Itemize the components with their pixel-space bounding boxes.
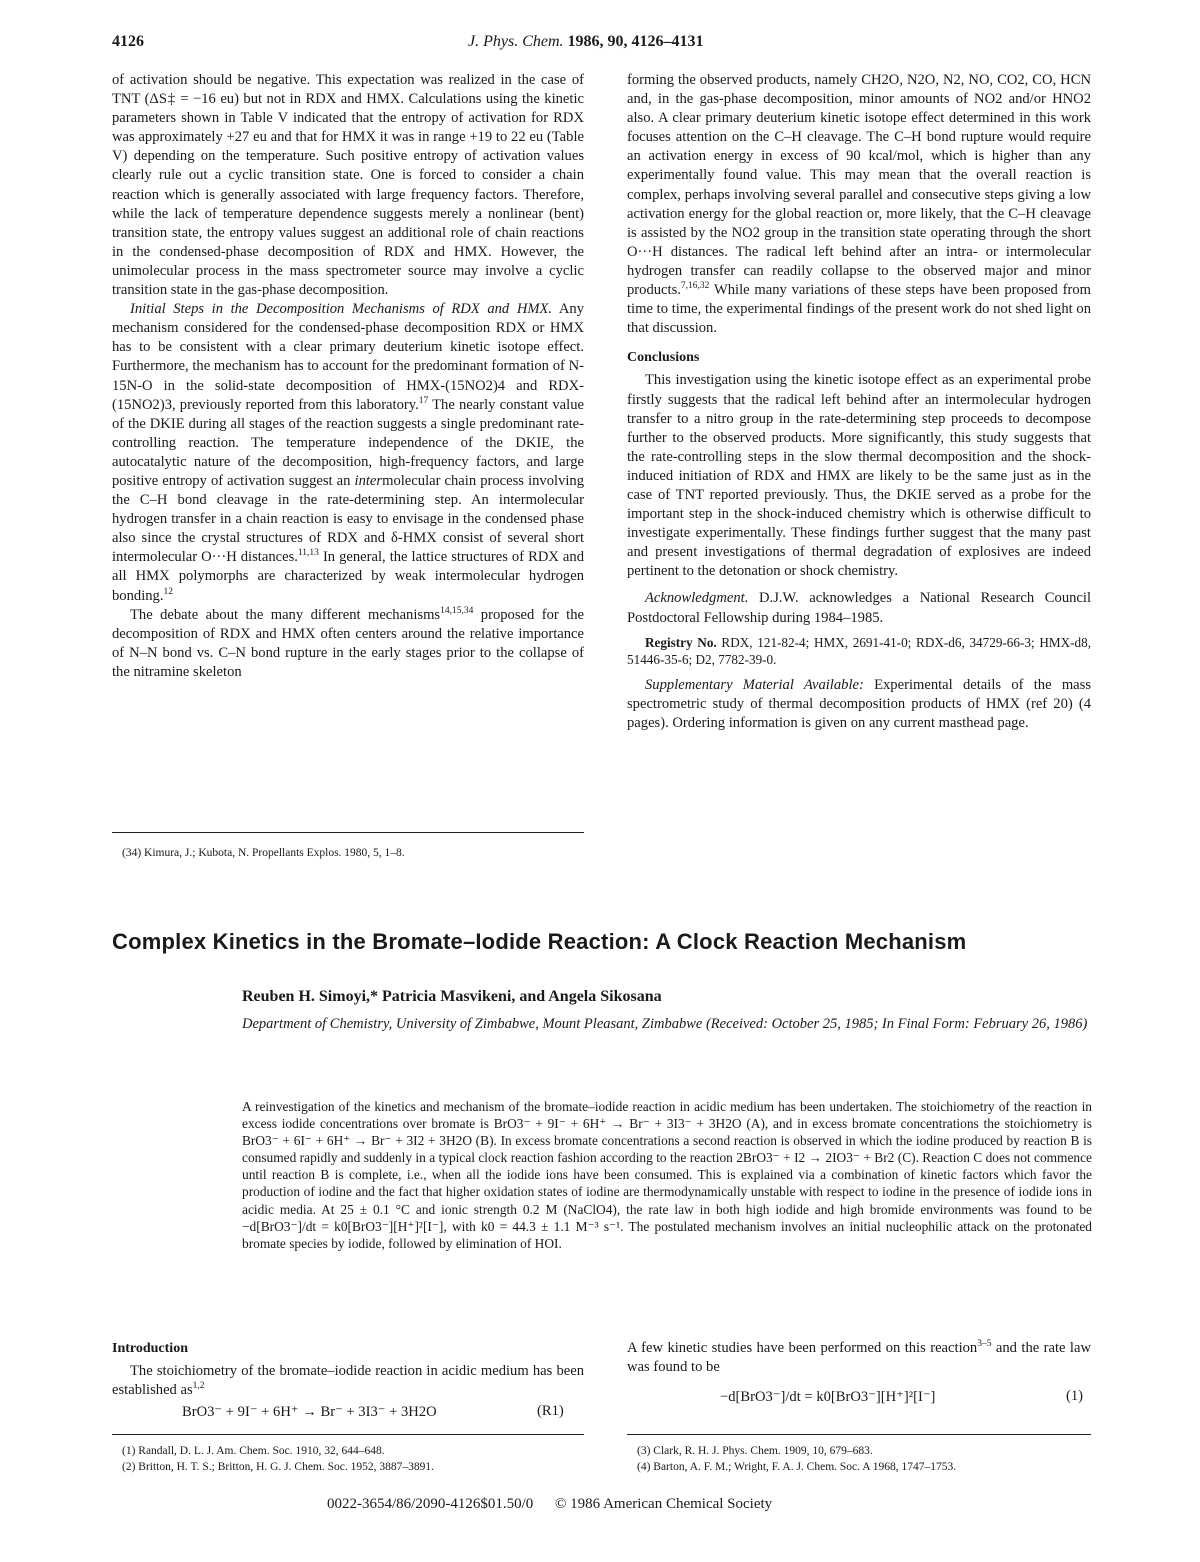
equation-r1: BrO3⁻ + 9I⁻ + 6H⁺ → Br⁻ + 3I3⁻ + 3H2O (182, 1404, 437, 1420)
paragraph (112, 606, 584, 682)
footnote: (4) Barton, A. F. M.; Wright, F. A. J. Chem. Soc. A 1968, 1747–1753. (637, 1461, 957, 1473)
paragraph (112, 300, 584, 606)
inline-heading: Supplementary Material Available: (645, 676, 864, 693)
footnote: (2) Britton, H. T. S.; Britton, H. G. J. Chem. Soc. 1952, 3887–3891. (122, 1461, 434, 1473)
footnote: (34) Kimura, J.; Kubota, N. Propellants Explos. 1980, 5, 1–8. (122, 847, 405, 859)
intro-left (112, 1339, 584, 1400)
registry (627, 634, 1091, 668)
footnote-rule (112, 832, 584, 833)
supplementary (627, 676, 1091, 733)
citation: 1,2 (192, 1381, 205, 1392)
top-left-column (112, 71, 584, 682)
inline-heading: Registry No. (645, 634, 717, 650)
footnote-rule (627, 1434, 1091, 1435)
paragraph (627, 71, 1091, 338)
intro-right (627, 1339, 1091, 1377)
authors: Reuben H. Simoyi,* Patricia Masvikeni, and Angela Sikosana (242, 988, 662, 1005)
paragraph: This investigation using the kinetic isotope effect as an experimental probe firstly suggests that the radical left behind after an intermolecular hydrogen transfer to a nitro group in the rate-determining step proceeds to decompose further to the observed products. More significantly, this study suggests that the rate-controlling steps in the slow thermal decomposition and the shock-induced initiation of RDX and HMX are likely to be the same just as in the case of TNT reported previously. Thus, the DKIE served as a probe for the important step in the shock-induced chemistry which is otherwise difficult to investigate experimentally. These findings further suggest that the many past and present investigations of thermal degradation of explosives are indeed pertinent to the detonation or shock chemistry. (627, 372, 1091, 580)
text-run: RDX, 121-82-4; HMX, 2691-41-0; RDX-d6, 34729-66-3; HMX-d8, 51446-35-6; D2, 7782-39-0. (627, 634, 1091, 667)
equation-label: (R1) (537, 1403, 564, 1419)
footer (327, 1496, 772, 1513)
affiliation: Department of Chemistry, University of Zimbabwe, Mount Pleasant, Zimbabwe (Received: October 25, 1985; In Final Form: February 26, 1986) (242, 1016, 1088, 1032)
article-title: Complex Kinetics in the Bromate–Iodide Reaction: A Clock Reaction Mechanism (112, 929, 967, 954)
text-run: Any mechanism considered for the condensed-phase decomposition RDX or HMX has to be consistent with a clear primary deuterium kinetic isotope effect. Furthermore, the mechanism has to account for the predominant formation of N-15N-O in the solid-state decomposition of HMX-(15NO2)4 and RDX-(15NO2)3, previously reported from this laboratory. (112, 301, 584, 413)
citation: 7,16,32 (680, 281, 710, 292)
section-heading: Conclusions (627, 350, 700, 366)
text-run: proposed for the decomposition of RDX and HMX often centers around the relative importance of N–N bond vs. C–N bond rupture in the early stages prior to the collapse of the nitramine skeleton (112, 606, 585, 680)
abstract: A reinvestigation of the kinetics and mechanism of the bromate–iodide reaction in acidic medium has been undertaken. The stoichiometry of the reaction in excess iodide concentrations over bromate is BrO3⁻ + 9I⁻ + 6H⁺ → Br⁻ + 3I3⁻ + 3H2O (A), and in excess bromate concentrations the stoichiometry is BrO3⁻ + 6I⁻ + 6H⁺ → Br⁻ + 3I2 + 3H2O (B). In excess bromate concentrations a second reaction is observed in which the iodine produced by reaction B is consumed rapidly and suddenly in a typical clock reaction fashion according to the reaction 2BrO3⁻ + I2 → 2IO3⁻ + Br2 (C). Reaction C does not commence until reaction B is complete, i.e., when all the iodide ions have been consumed. This is explained via a combination of kinetic factors which favor the production of iodine and the fact that higher oxidation states of iodine are thermodynamically unstable with respect to iodine in the presence of iodide ions in acidic media. At 25 ± 0.1 °C and ionic strength 0.2 M (NaClO4), the rate law in both high iodide and high bromide environments was found to be −d[BrO3⁻]/dt = k0[BrO3⁻][H⁺]²[I⁻], with k0 = 44.3 ± 1.1 M⁻³ s⁻¹. The postulated mechanism involves an initial nucleophilic attack on the protonated bromate species by iodide, followed by elimination of HOI. (242, 1099, 1092, 1251)
text-run: and the rate law was found to be (627, 1340, 1091, 1376)
footnote-rule (112, 1434, 584, 1435)
citation: 17 (418, 395, 429, 406)
running-header (468, 33, 704, 51)
citation: 3–5 (977, 1339, 992, 1350)
citation: 11,13 (297, 548, 319, 559)
equation-1: −d[BrO3⁻]/dt = k0[BrO3⁻][H⁺]²[I⁻] (720, 1389, 936, 1405)
text-run: The stoichiometry of the bromate–iodide reaction in acidic medium has been established as (112, 1363, 584, 1399)
citation: 14,15,34 (440, 605, 474, 616)
italic-run: inter (354, 472, 383, 489)
text-run: A few kinetic studies have been performed on this reaction (627, 1340, 978, 1356)
footnote: (3) Clark, R. H. J. Phys. Chem. 1909, 10, 679–683. (637, 1445, 873, 1457)
journal-citation: 1986, 90, 4126–4131 (567, 33, 704, 50)
paragraph (112, 1362, 584, 1400)
footer-copyright: © 1986 American Chemical Society (555, 1496, 773, 1512)
text-run: Experimental details of the mass spectrometric study of thermal decomposition products of HMX (ref 20) (4 pages). Ordering information is given on any current masthead page. (627, 676, 1092, 731)
acknowledgment (627, 589, 1091, 627)
text-run: While many variations of these steps have been proposed from time to time, the experimental findings of the present work do not shed light on that discussion. (627, 282, 1091, 337)
text-run: The debate about the many different mechanisms (130, 606, 441, 623)
page-number: 4126 (112, 33, 144, 50)
section-heading: Introduction (112, 1341, 188, 1356)
citation: 12 (163, 586, 173, 597)
paragraph: of activation should be negative. This expectation was realized in the case of TNT (ΔS‡ = −16 eu) but not in RDX and HMX. Calculations using the kinetic parameters shown in Table V indicated that the entropy of activation for RDX was approximately +27 eu and that for HMX it was in range +19 to 22 eu (Table V) depending on the temperature. Such positive entropy of activation values clearly rule out a cyclic transition state. One is forced to consider a chain reaction which is generally associated with large frequency factors. Therefore, while the lack of temperature dependence suggests merely a nonlinear (bent) transition state, the entropy values suggest an additional role of chain reactions in the condensed-phase decomposition of RDX and HMX. However, the unimolecular process in the mass spectrometer source may involve a cyclic transition state in the gas-phase decomposition. (112, 72, 584, 299)
text-run: D.J.W. acknowledges a National Research Council Postdoctoral Fellowship during 1984–1985. (627, 590, 1091, 626)
text-run: forming the observed products, namely CH2O, N2O, N2, NO, CO2, CO, HCN and, in the gas-phase decomposition, minor amounts of NO2 and/or HNO2 also. A clear primary deuterium kinetic isotope effect determined in this work focuses attention on the C–H cleavage. The C–H bond rupture would require an activation energy in excess of 90 kcal/mol, which is higher than any experimentally found value. This may mean that the overall reaction is complex, perhaps involving several parallel and consecutive steps giving a low activation energy for the global reaction or, more likely, that the C–H cleavage is assisted by the NO2 group in the transition state operating through the short O···H distances. The radical left behind after an intra- or intermolecular hydrogen transfer can readily collapse to the observed major and minor products. (627, 72, 1091, 299)
top-right-column (627, 71, 1091, 733)
journal-name: J. Phys. Chem. (468, 33, 564, 50)
paragraph (627, 1339, 1091, 1377)
inline-heading: Acknowledgment. (645, 590, 749, 607)
footnote: (1) Randall, D. L. J. Am. Chem. Soc. 1910, 32, 644–648. (122, 1445, 385, 1457)
text-run: The nearly constant value of the DKIE during all stages of the reaction suggests a single predominant rate-controlling reaction. The temperature independence of the DKIE, the autocatalytic nature of the decomposition, high-frequency factors, and large positive entropy of activation suggest an (112, 396, 584, 489)
text-run: molecular chain process involving the C–H bond cleavage in the rate-determining step. An intermolecular hydrogen transfer in a chain reaction is easy to envisage in the condensed phase also since the crystal structures of RDX and δ-HMX consist of several short intermolecular O···H distances. (112, 472, 585, 566)
footer-code: 0022-3654/86/2090-4126$01.50/0 (327, 1496, 534, 1512)
text-run: In general, the lattice structures of RDX and all HMX polymorphs are characterized by weak intermolecular hydrogen bonding. (112, 549, 584, 604)
equation-label: (1) (1066, 1388, 1084, 1404)
inline-heading: Initial Steps in the Decomposition Mechanisms of RDX and HMX. (130, 301, 553, 318)
